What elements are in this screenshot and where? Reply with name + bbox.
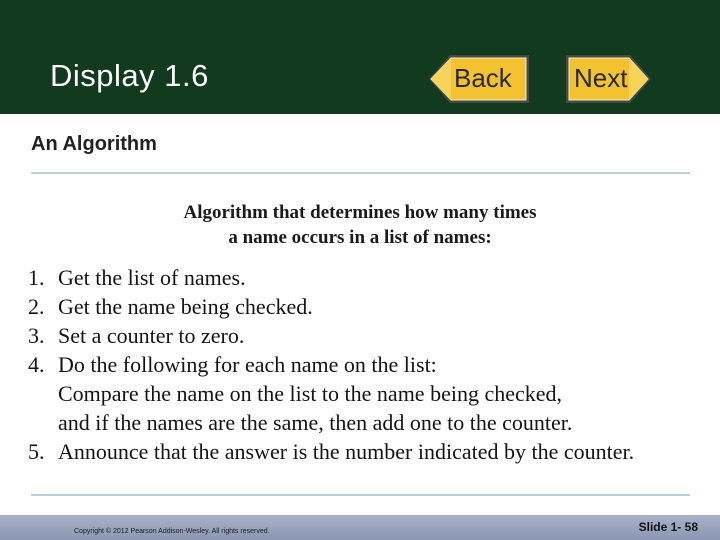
back-label: Back bbox=[454, 63, 512, 93]
step-text: Set a counter to zero. bbox=[58, 323, 245, 348]
step-text-continuation: and if the names are the same, then add one to the counter. bbox=[58, 410, 573, 435]
step-5 bbox=[28, 437, 708, 466]
step-3 bbox=[28, 321, 708, 350]
step-1 bbox=[28, 263, 708, 292]
step-number: 4. bbox=[28, 352, 45, 377]
caption-line-2: a name occurs in a list of names: bbox=[228, 227, 492, 248]
algorithm-caption bbox=[100, 200, 620, 250]
step-text: Get the list of names. bbox=[58, 265, 246, 290]
step-text: Do the following for each name on the list: bbox=[58, 352, 437, 377]
display-title: Display 1.6 bbox=[50, 58, 209, 93]
back-button[interactable] bbox=[428, 54, 530, 104]
bottom-divider bbox=[31, 494, 690, 496]
step-number: 1. bbox=[28, 265, 45, 290]
top-divider bbox=[31, 172, 690, 174]
next-label: Next bbox=[574, 63, 628, 93]
step-number: 3. bbox=[28, 323, 45, 348]
copyright-notice: Copyright © 2012 Pearson Addison-Wesley. All rights reserved. bbox=[74, 528, 270, 535]
section-title: An Algorithm bbox=[31, 133, 157, 155]
step-4 bbox=[28, 350, 708, 437]
step-2 bbox=[28, 292, 708, 321]
next-button[interactable] bbox=[566, 54, 652, 104]
caption-line-1: Algorithm that determines how many times bbox=[183, 202, 537, 223]
step-text-continuation: Compare the name on the list to the name being checked, bbox=[58, 381, 563, 406]
footer-bar bbox=[0, 515, 720, 540]
algorithm-steps bbox=[28, 263, 708, 466]
step-number: 5. bbox=[28, 439, 45, 464]
slide-number: Slide 1- 58 bbox=[638, 520, 698, 534]
step-text: Announce that the answer is the number indicated by the counter. bbox=[58, 439, 635, 464]
header-bar bbox=[0, 0, 720, 114]
step-text: Get the name being checked. bbox=[58, 294, 313, 319]
step-number: 2. bbox=[28, 294, 45, 319]
